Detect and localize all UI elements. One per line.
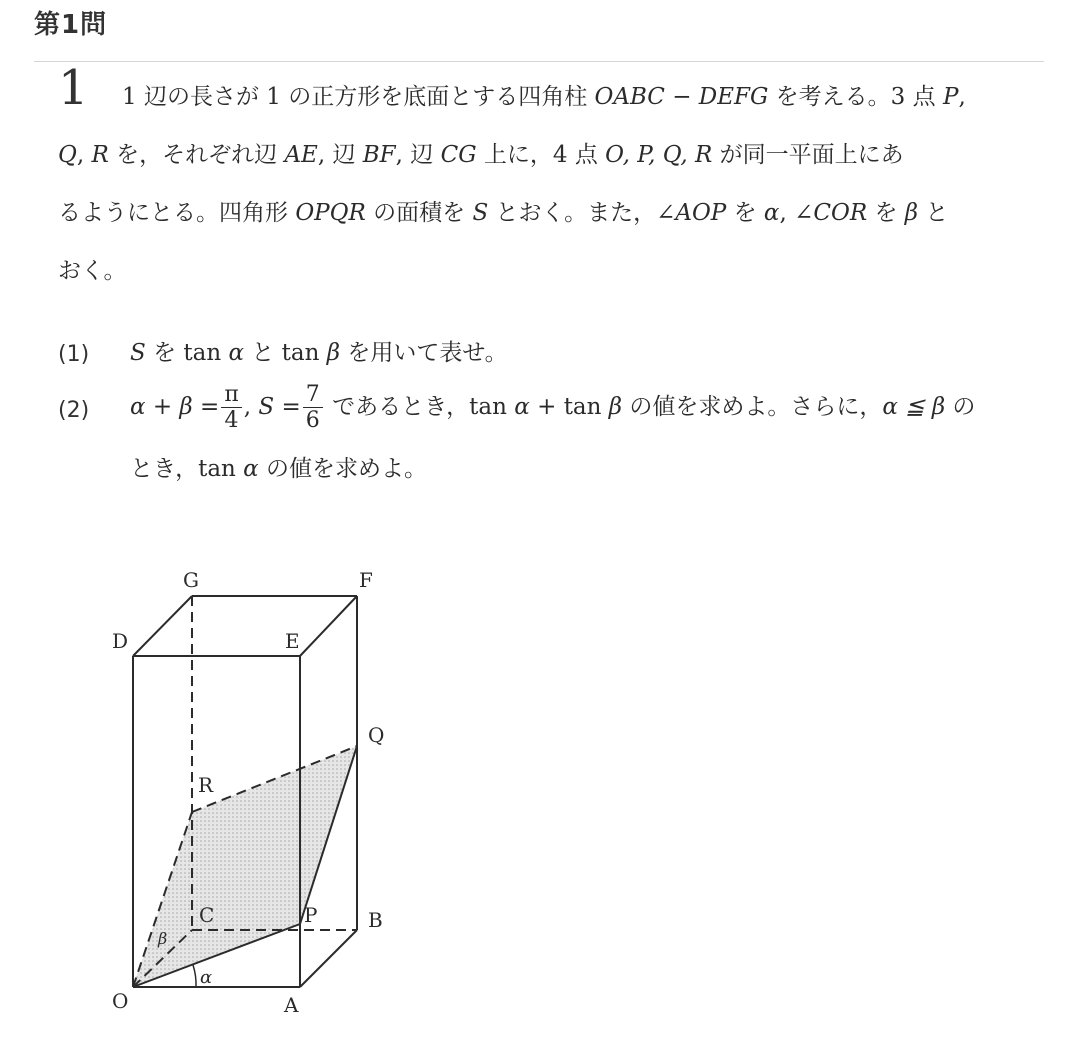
fraction-pi-over-4 bbox=[221, 382, 241, 434]
question-text: の値を求めよ。さらに， bbox=[622, 393, 883, 420]
heading-divider bbox=[34, 61, 1044, 62]
prism-name: OABC − DEFG bbox=[594, 84, 769, 110]
beta-symbol: β bbox=[904, 200, 919, 226]
quad-opqr: OPQR bbox=[295, 200, 366, 226]
fraction-denominator: 4 bbox=[224, 408, 239, 434]
question-text: + tan bbox=[529, 393, 609, 420]
statement-text: , bbox=[958, 84, 966, 110]
area-s: S bbox=[472, 200, 489, 226]
question-2-label: (2) bbox=[58, 398, 90, 423]
point-q: Q bbox=[58, 142, 77, 168]
statement-text: を bbox=[726, 200, 764, 226]
label-e: E bbox=[285, 629, 300, 653]
statement-line-3 bbox=[58, 200, 948, 228]
question-text: を用いて表せ。 bbox=[340, 340, 508, 366]
question-2-line-1 bbox=[130, 382, 975, 434]
alpha-symbol: α bbox=[243, 456, 259, 482]
area-s: S bbox=[130, 340, 146, 366]
label-o: O bbox=[112, 989, 129, 1013]
alpha-arc bbox=[193, 965, 196, 987]
question-text: とき，tan bbox=[130, 456, 244, 482]
question-text: , bbox=[243, 393, 252, 420]
edge-ae: AE bbox=[284, 142, 318, 168]
question-text: を tan bbox=[145, 340, 229, 366]
label-q: Q bbox=[368, 723, 385, 747]
question-text: の値を求めよ。 bbox=[258, 456, 428, 482]
label-c: C bbox=[199, 903, 215, 927]
alpha-symbol: α bbox=[514, 393, 530, 420]
question-text: = bbox=[274, 393, 301, 420]
angle-cor: COR bbox=[813, 200, 868, 226]
beta-symbol: β bbox=[608, 393, 623, 420]
inequality: α ≦ β bbox=[882, 393, 946, 420]
area-s: S bbox=[258, 393, 275, 420]
fraction-numerator: π bbox=[221, 382, 241, 408]
label-b: B bbox=[368, 908, 383, 932]
alpha-symbol: α bbox=[228, 340, 245, 366]
statement-text: , 辺 bbox=[317, 142, 363, 168]
label-beta: β bbox=[158, 929, 168, 948]
statement-text: 1 辺の長さが 1 の正方形を底面とする四角柱 bbox=[122, 84, 595, 110]
statement-text: を bbox=[867, 200, 905, 226]
statement-text: が同一平面上にあ bbox=[712, 142, 904, 168]
statement-text: を，それぞれ辺 bbox=[108, 142, 285, 168]
statement-text: , bbox=[76, 142, 92, 168]
statement-text: 上に，4 点 bbox=[476, 142, 606, 168]
section-heading: 第1問 bbox=[34, 10, 108, 40]
statement-text: と bbox=[918, 200, 949, 226]
fraction-numerator: 7 bbox=[303, 382, 323, 408]
question-text: と tan bbox=[244, 340, 327, 366]
statement-line-4: おく。 bbox=[58, 258, 127, 284]
angle-aop: AOP bbox=[675, 200, 727, 226]
question-1-text bbox=[130, 340, 508, 368]
angle-sum-expression: α + β = bbox=[130, 393, 220, 420]
question-1-label: (1) bbox=[58, 342, 90, 367]
problem-number: 1 bbox=[58, 60, 89, 116]
label-g: G bbox=[183, 568, 199, 592]
question-text: の bbox=[945, 393, 976, 420]
label-d: D bbox=[112, 629, 129, 653]
points-opqr: O, P, Q, R bbox=[605, 142, 713, 168]
label-alpha: α bbox=[200, 967, 213, 988]
point-p: P bbox=[942, 84, 959, 110]
statement-text: とおく。また，∠ bbox=[488, 200, 676, 226]
fraction-7-over-6 bbox=[303, 382, 323, 434]
statement-text: , ∠ bbox=[779, 200, 814, 226]
question-2-line-2 bbox=[130, 456, 427, 484]
beta-symbol: β bbox=[326, 340, 341, 366]
statement-text: を考える。3 点 bbox=[768, 84, 943, 110]
statement-line-2 bbox=[58, 142, 904, 170]
statement-text: , 辺 bbox=[395, 142, 441, 168]
prism-figure bbox=[100, 560, 440, 1030]
alpha-symbol: α bbox=[763, 200, 780, 226]
label-f: F bbox=[359, 568, 373, 592]
point-r: R bbox=[91, 142, 109, 168]
edge-bf: BF bbox=[362, 142, 396, 168]
fraction-denominator: 6 bbox=[305, 408, 320, 434]
statement-text: の面積を bbox=[365, 200, 473, 226]
label-r: R bbox=[198, 773, 214, 797]
statement-text: るようにとる。四角形 bbox=[58, 200, 296, 226]
section-opqr bbox=[133, 746, 357, 987]
label-p: P bbox=[304, 903, 318, 927]
label-a: A bbox=[284, 993, 299, 1017]
statement-line-1 bbox=[122, 84, 966, 112]
edge-cg: CG bbox=[440, 142, 477, 168]
question-text: であるとき，tan bbox=[324, 393, 515, 420]
